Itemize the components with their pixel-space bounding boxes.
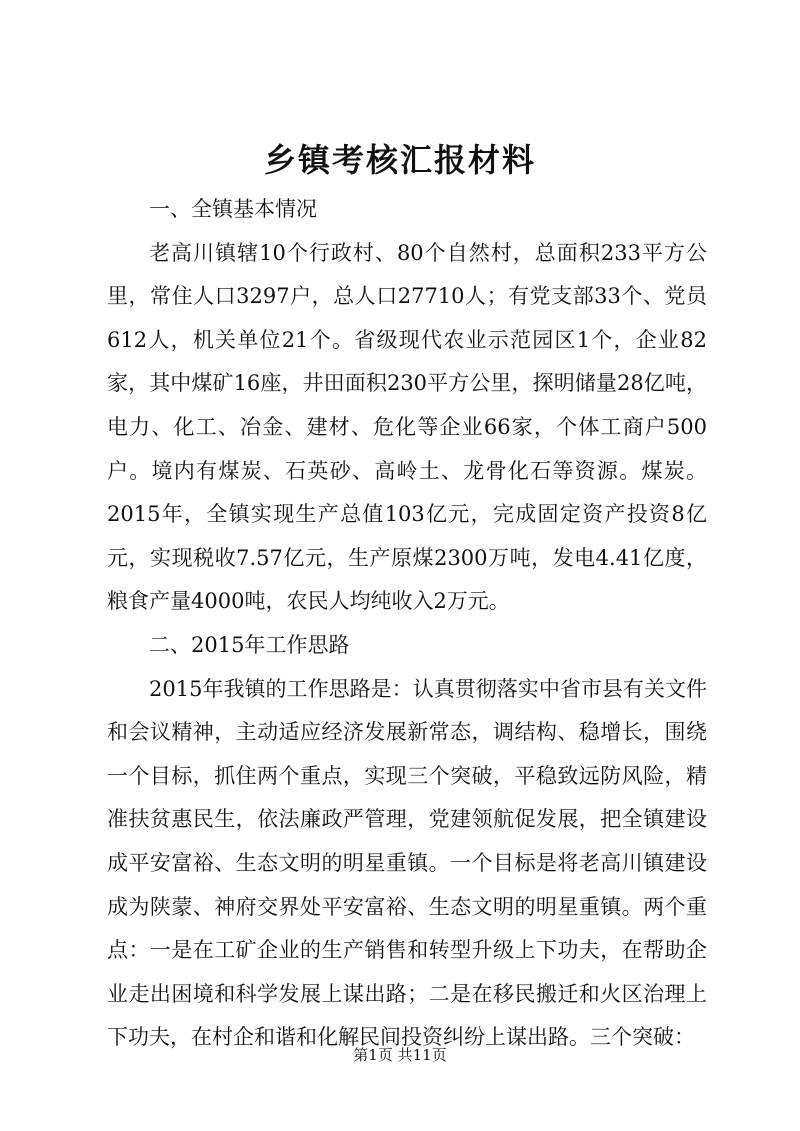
body-paragraph-2: 2015年我镇的工作思路是：认真贯彻落实中省市县有关文件和会议精神，主动适应经济发展新常态，调结构、稳增长，围绕一个目标，抓住两个重点，实现三个突破，平稳致远防风险，精准扶贫惠民生，依法廉政严管理，党建领航促发展，把全镇建设成平安富裕、生态文明的明星重镇。一个目标是将老高川镇建设成为陕蒙、神府交界处平安富裕、生态文明的明星重镇。两个重点：一是在工矿企业的生产销售和转型升级上下功夫，在帮助企业走出困境和科学发展上谋出路；二是在移民搬迁和火区治理上下功夫，在村企和谐和化解民间投资纠纷上谋出路。三个突破： <box>107 676 707 1050</box>
page-footer: 第1页 共11页 <box>353 1046 447 1064</box>
section-heading-2: 二、2015年工作思路 <box>149 632 350 657</box>
document-body <box>107 188 707 1060</box>
body-paragraph-1: 老高川镇辖10个行政村、80个自然村，总面积233平方公里，常住人口3297户，总人口27710人；有党支部33个、党员612人，机关单位21个。省级现代农业示范园区1个，企业82家，其中煤矿16座，井田面积230平方公里，探明储量28亿吨，电力、化工、冶金、建材、危化等企业66家，个体工商户500户。境内有煤炭、石英砂、高岭土、龙骨化石等资源。煤炭。2015年，全镇实现生产总值103亿元，完成固定资产投资8亿元，实现税收7.57亿元，生产原煤2300万吨，发电4.41亿度，粮食产量4000吨，农民人均纯收入2万元。 <box>107 240 707 614</box>
section-heading-1: 一、全镇基本情况 <box>149 197 317 221</box>
document-title: 乡镇考核汇报材料 <box>263 141 536 179</box>
